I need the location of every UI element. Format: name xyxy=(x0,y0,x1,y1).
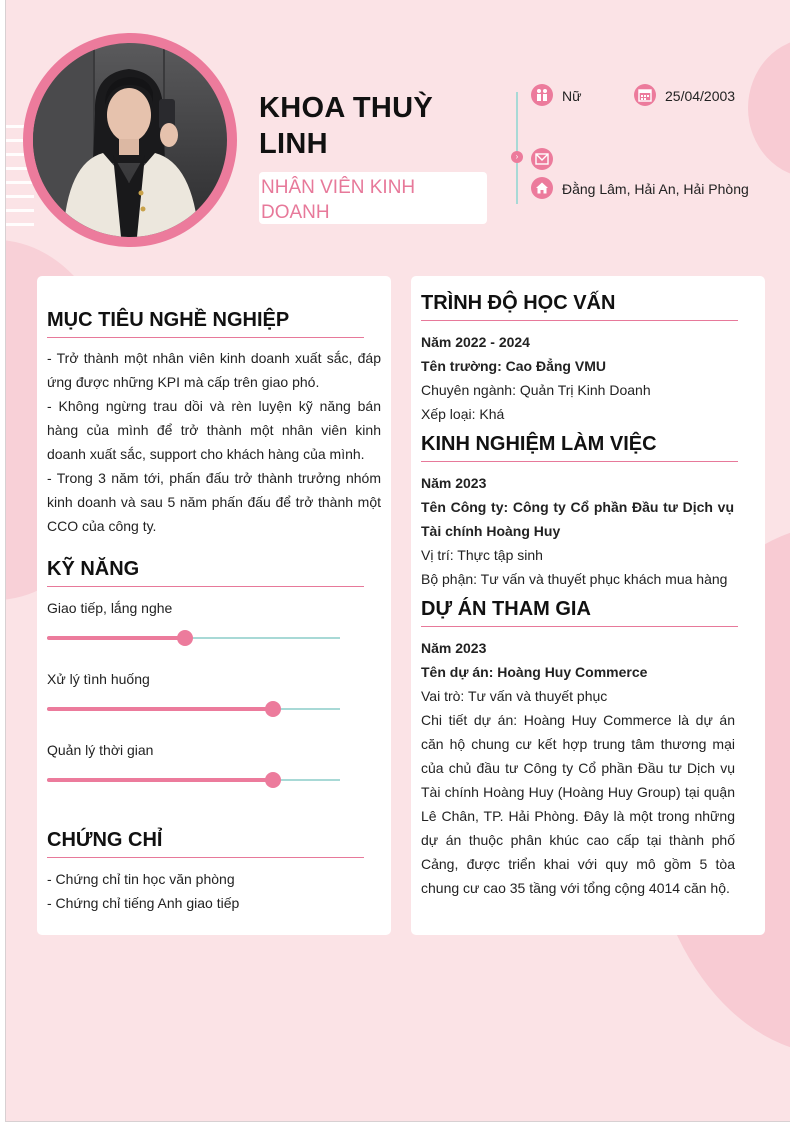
experience-divider xyxy=(421,461,738,462)
skill-knob xyxy=(177,630,193,646)
education-major: Chuyên ngành: Quản Trị Kinh Doanh xyxy=(421,382,651,398)
divider-dot: › xyxy=(511,151,523,163)
education-grade: Xếp loại: Khá xyxy=(421,406,505,422)
project-role: Vai trò: Tư vấn và thuyết phục xyxy=(421,688,608,704)
skill-name: Giao tiếp, lắng nghe xyxy=(47,600,173,616)
experience-department: Bộ phận: Tư vấn và thuyết phục khách mua hàng xyxy=(421,571,728,587)
address-value: Đằng Lâm, Hải An, Hải Phòng xyxy=(562,181,749,197)
job-title: NHÂN VIÊN KINH DOANH xyxy=(259,172,487,224)
objective-line: - Trở thành một nhân viên kinh doanh xuất sắc, đáp ứng được những KPI mà cấp trên giao phó. xyxy=(47,350,381,390)
gender-value: Nữ xyxy=(562,88,582,104)
experience-period: Năm 2023 xyxy=(421,475,487,491)
certificates-list xyxy=(47,867,381,915)
experience-heading: KINH NGHIỆM LÀM VIỆC xyxy=(421,433,657,455)
left-column-card xyxy=(37,276,391,935)
calendar-icon xyxy=(634,84,656,106)
skill-name: Quản lý thời gian xyxy=(47,742,154,758)
project-period: Năm 2023 xyxy=(421,640,487,656)
skill-fill xyxy=(47,778,273,782)
dob-value: 25/04/2003 xyxy=(665,88,736,104)
project-name: Tên dự án: Hoàng Huy Commerce xyxy=(421,664,648,680)
experience-company: Tên Công ty: Công ty Cổ phần Đầu tư Dịch vụ Tài chính Hoàng Huy xyxy=(421,499,734,539)
projects-divider xyxy=(421,626,738,627)
skill-knob xyxy=(265,701,281,717)
project-detail: Chi tiết dự án: Hoàng Huy Commerce là dự án căn hộ chung cư kết hợp trung tâm thương mại của chủ đầu tư Công ty Cổ phần Đầu tư Dịch vụ Tài chính Hoàng Huy (Hoàng Huy Group) tại quận Lê Chân, TP. Hải Phòng. Đây là một trong những dự án thuộc phân khúc cao cấp tại thành phố Cảng, được triển khai với quy mô gồm 5 tòa chung cư cao 35 tầng với tổng cộng 4014 căn hộ. xyxy=(421,712,735,896)
home-icon xyxy=(531,177,553,199)
gender-icon xyxy=(531,84,553,106)
envelope-icon xyxy=(531,148,553,170)
info-divider xyxy=(516,92,518,204)
certificate-item: - Chứng chỉ tiếng Anh giao tiếp xyxy=(47,895,240,911)
objective-line: - Trong 3 năm tới, phấn đấu trở thành trưởng nhóm kinh doanh và sau 5 năm phấn đấu để trở thành một CCO của công ty. xyxy=(47,470,381,534)
education-period: Năm 2022 - 2024 xyxy=(421,334,530,350)
objective-line: - Không ngừng trau dồi và rèn luyện kỹ năng bán hàng của mình để trở thành một nhân viên kinh doanh xuất sắc, support cho khách hàng của mình. xyxy=(47,398,381,462)
full-name: KHOA THUỲ LINH xyxy=(259,92,434,160)
avatar-frame xyxy=(23,33,237,247)
education-school: Tên trường: Cao Đẳng VMU xyxy=(421,358,606,374)
decor-circle-top xyxy=(748,38,790,178)
avatar xyxy=(33,43,227,237)
skill-fill xyxy=(47,707,273,711)
skills-divider xyxy=(47,586,364,587)
objective-text xyxy=(47,346,381,538)
projects-heading: DỰ ÁN THAM GIA xyxy=(421,598,591,620)
experience-position: Vị trí: Thực tập sinh xyxy=(421,547,543,563)
skills-heading: KỸ NĂNG xyxy=(47,558,140,580)
skill-knob xyxy=(265,772,281,788)
education-divider xyxy=(421,320,738,321)
cv-page xyxy=(5,0,790,1122)
skill-name: Xử lý tình huống xyxy=(47,671,150,687)
certificates-heading: CHỨNG CHỈ xyxy=(47,829,163,851)
certificate-item: - Chứng chỉ tin học văn phòng xyxy=(47,871,235,887)
right-column-card xyxy=(411,276,765,935)
skill-fill xyxy=(47,636,185,640)
certificates-divider xyxy=(47,857,364,858)
objective-heading: MỤC TIÊU NGHỀ NGHIỆP xyxy=(47,309,290,331)
objective-divider xyxy=(47,337,364,338)
education-heading: TRÌNH ĐỘ HỌC VẤN xyxy=(421,292,616,314)
